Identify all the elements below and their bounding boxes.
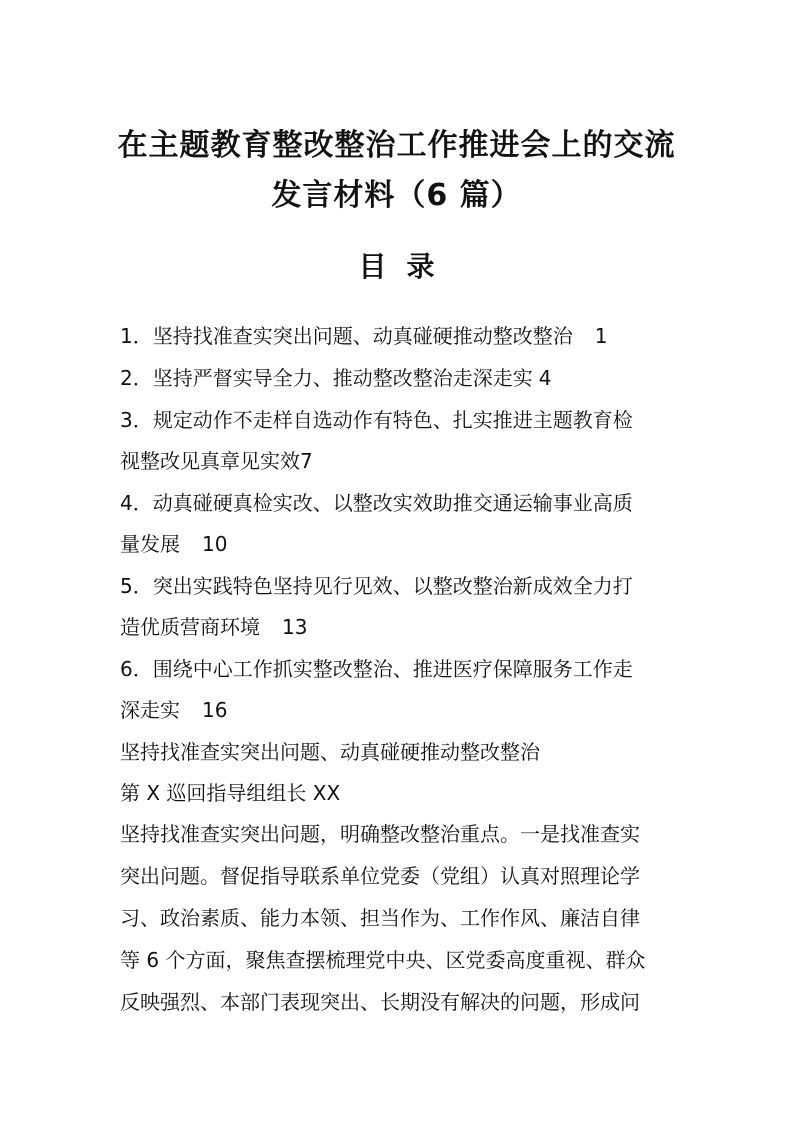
toc-entry-4-line2[interactable]: [120, 530, 680, 558]
toc-entry-text: 1．坚持找准查实突出问题、动真碰硬推动整改整治: [120, 324, 573, 348]
toc-heading: 目录: [358, 250, 455, 283]
paragraph-line: 坚持找准查实突出问题，明确整改整治重点。一是找准查实: [120, 822, 640, 846]
toc-page-number: 7: [300, 449, 313, 473]
document-title-line2: 发言材料（6 篇）: [271, 178, 522, 213]
section-author: 第 X 巡回指导组组长 XX: [120, 781, 341, 805]
toc-page-number: 1: [594, 324, 608, 348]
toc-entry-1[interactable]: [120, 322, 680, 350]
section-title: 坚持找准查实突出问题、动真碰硬推动整改整治: [120, 740, 540, 764]
toc-entry-3-line1[interactable]: [120, 406, 680, 434]
toc-entry-5-line2[interactable]: [120, 613, 680, 641]
toc-entry-text: 2．坚持严督实导全力、推动整改整治走深走实: [120, 366, 533, 390]
paragraph-line: 习、政治素质、能力本领、担当作为、工作作风、廉洁自律: [120, 906, 640, 930]
toc-page-number: 13: [282, 615, 308, 639]
document-title-line1: 在主题教育整改整治工作推进会上的交流: [117, 128, 676, 163]
toc-entry-text: 深走实: [120, 698, 180, 722]
toc-entry-text: 量发展: [120, 532, 180, 556]
toc-entry-5-line1[interactable]: [120, 572, 680, 600]
toc-page-number: 4: [538, 366, 552, 390]
toc-entry-6-line2[interactable]: [120, 696, 680, 724]
toc-page-number: 16: [202, 698, 228, 722]
toc-entry-text: 视整改见真章见实效: [120, 449, 300, 473]
toc-entry-2[interactable]: [120, 364, 680, 392]
toc-entry-text: 5．突出实践特色坚持见行见效、以整改整治新成效全力打: [120, 574, 633, 598]
toc-entry-text: 3．规定动作不走样自选动作有特色、扎实推进主题教育检: [120, 408, 633, 432]
toc-entry-text: 6．围绕中心工作抓实整改整治、推进医疗保障服务工作走: [120, 657, 633, 681]
toc-entry-text: 4．动真碰硬真检实改、以整改实效助推交通运输事业高质: [120, 491, 633, 515]
paragraph-line: 突出问题。督促指导联系单位党委（党组）认真对照理论学: [120, 864, 640, 888]
paragraph-line: 等 6 个方面，聚焦查摆梳理党中央、区党委高度重视、群众: [120, 948, 646, 972]
toc-entry-3-line2[interactable]: [120, 447, 680, 475]
paragraph-line: 反映强烈、本部门表现突出、长期没有解决的问题，形成问: [120, 990, 640, 1014]
toc-entry-4-line1[interactable]: [120, 489, 680, 517]
toc-entry-text: 造优质营商环境: [120, 615, 260, 639]
toc-page-number: 10: [202, 532, 228, 556]
toc-entry-6-line1[interactable]: [120, 655, 680, 683]
